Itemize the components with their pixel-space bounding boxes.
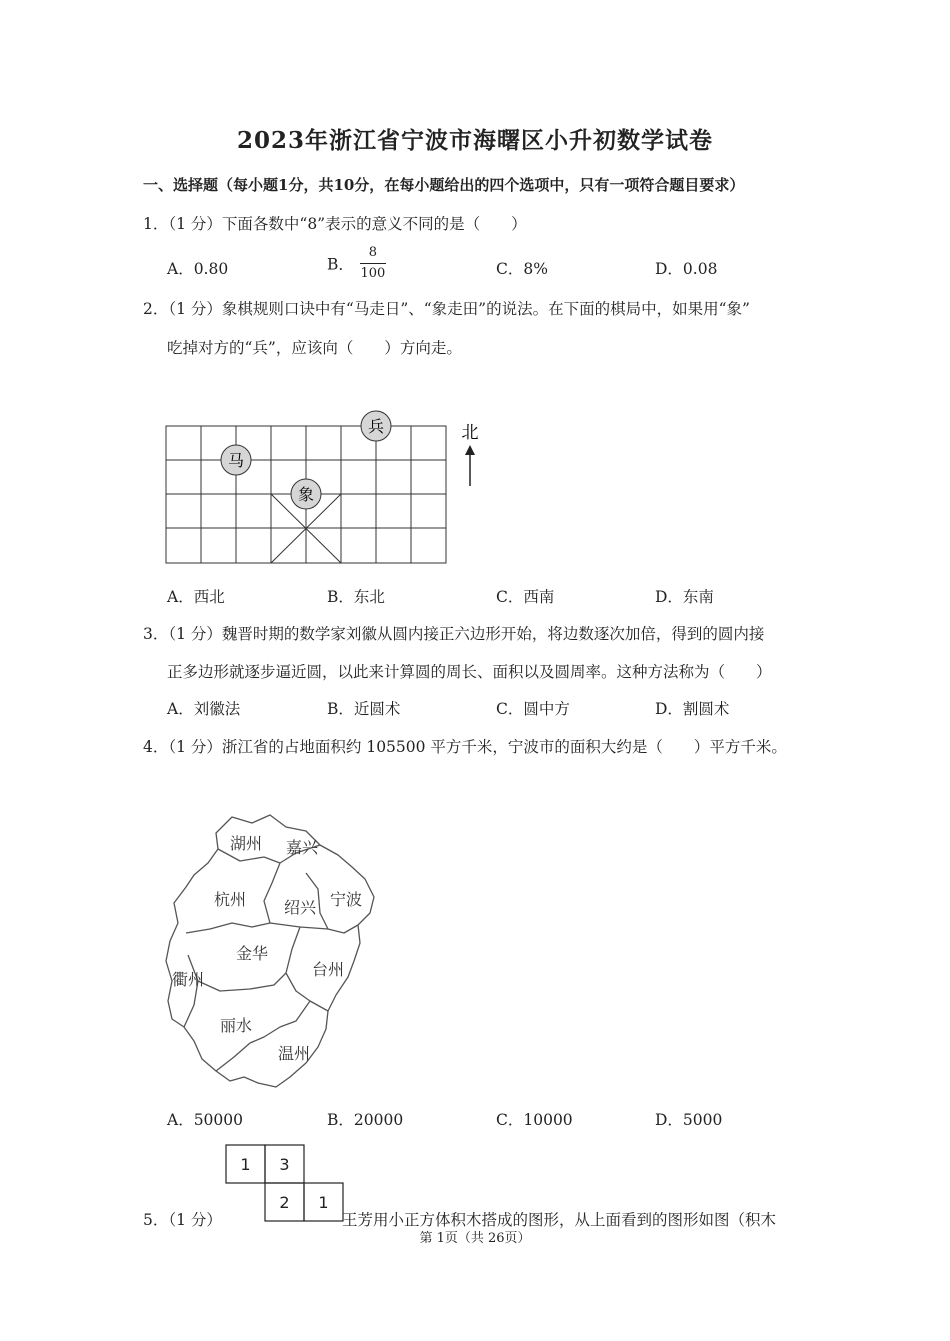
q4-option-c[interactable]: C．10000 (496, 1111, 573, 1129)
ma-piece (221, 445, 251, 475)
page-footer: 第 1页（共 26页） (419, 1231, 531, 1246)
map-label-shaoxing: 绍兴 (284, 898, 317, 917)
q2-option-a[interactable]: A．西北 (167, 588, 225, 606)
q1-option-a[interactable]: A．0.80 (167, 260, 229, 278)
map-boundary-hangzhou-jinhua (186, 923, 328, 933)
map-outline (166, 815, 374, 1087)
q4-option-d[interactable]: D．5000 (655, 1111, 723, 1129)
map-label-ningbo: 宁波 (330, 890, 363, 909)
fraction-numerator: 8 (368, 245, 378, 260)
fraction (360, 246, 386, 281)
zhejiang-map-figure (160, 805, 420, 1095)
xiang-piece (291, 479, 321, 509)
q1-option-b[interactable] (327, 246, 386, 281)
question-2-line-2: 吃掉对方的“兵”，应该向（ ）方向走。 (167, 339, 462, 357)
question-3-line-2: 正多边形就逐步逼近圆，以此来计算圆的周长、面积以及圆周率。这种方法称为（ ） (167, 663, 772, 681)
question-1: 1．（1 分）下面各数中“8”表示的意义不同的是（ ） (143, 215, 527, 233)
grid-cell-1: 1 (240, 1155, 251, 1174)
fraction-denominator: 100 (360, 266, 386, 281)
question-4: 4．（1 分）浙江省的占地面积约 105500 平方千米，宁波市的面积大约是（ ）平方千米。 (143, 738, 787, 756)
map-label-jinhua: 金华 (236, 944, 269, 963)
question-2-line-1: 2．（1 分）象棋规则口诀中有“马走日”、“象走田”的说法。在下面的棋局中，如果用“象” (143, 300, 750, 318)
q2-option-b[interactable]: B．东北 (327, 588, 385, 606)
map-label-lishui: 丽水 (220, 1016, 253, 1035)
map-boundary-lishui-wenzhou (250, 1001, 310, 1043)
question-3-line-1: 3．（1 分）魏晋时期的数学家刘徽从圆内接正六边形开始，将边数逐次加倍，得到的圆内接 (143, 625, 765, 643)
q3-option-a[interactable]: A．刘徽法 (167, 700, 241, 718)
map-label-quzhou: 衢州 (172, 970, 205, 989)
map-label-wenzhou: 温州 (278, 1044, 311, 1063)
north-arrow-icon (465, 445, 475, 486)
q2-option-c[interactable]: C．西南 (496, 588, 555, 606)
ma-label: 马 (227, 451, 245, 470)
map-boundary-lishui-south (216, 1043, 250, 1071)
map-boundary-quzhou (184, 955, 198, 1027)
q3-option-d[interactable]: D．割圆术 (655, 700, 730, 718)
chess-board-figure (160, 408, 500, 568)
map-boundary-hangzhou-shaoxing (264, 863, 280, 923)
map-label-hangzhou: 杭州 (214, 890, 247, 909)
grid-cell-3: 2 (279, 1193, 290, 1212)
q1-option-d[interactable]: D．0.08 (655, 260, 718, 278)
section-heading: 一、选择题（每小题1分，共10分，在每小题给出的四个选项中，只有一项符合题目要求） (143, 176, 745, 194)
grid-cell-4: 1 (318, 1193, 329, 1212)
map-label-taizhou: 台州 (312, 960, 345, 979)
q4-option-b[interactable]: B．20000 (327, 1111, 404, 1129)
north-label: 北 (461, 423, 479, 443)
map-label-jiaxing: 嘉兴 (286, 838, 319, 857)
grid-cell-2: 3 (279, 1155, 290, 1174)
q3-option-b[interactable]: B．近圆术 (327, 700, 401, 718)
page-title: 2023年浙江省宁波市海曙区小升初数学试卷 (236, 127, 713, 154)
q4-option-a[interactable]: A．50000 (167, 1111, 244, 1129)
question-5-prefix: 5．（1 分） (143, 1211, 222, 1229)
bing-label: 兵 (367, 417, 385, 436)
bing-piece (361, 411, 391, 441)
map-boundary-jinhua-lishui (198, 973, 286, 991)
top-view-grid-figure (220, 1142, 344, 1224)
xiang-label: 象 (297, 485, 315, 504)
q1-option-b-prefix: B． (327, 255, 354, 274)
q2-option-d[interactable]: D．东南 (655, 588, 714, 606)
question-5-text: 王芳用小正方体积木搭成的图形，从上面看到的图形如图（积木 (342, 1211, 777, 1229)
q3-option-c[interactable]: C．圆中方 (496, 700, 570, 718)
map-label-huzhou: 湖州 (230, 834, 263, 853)
q1-option-c[interactable]: C．8% (496, 260, 548, 278)
